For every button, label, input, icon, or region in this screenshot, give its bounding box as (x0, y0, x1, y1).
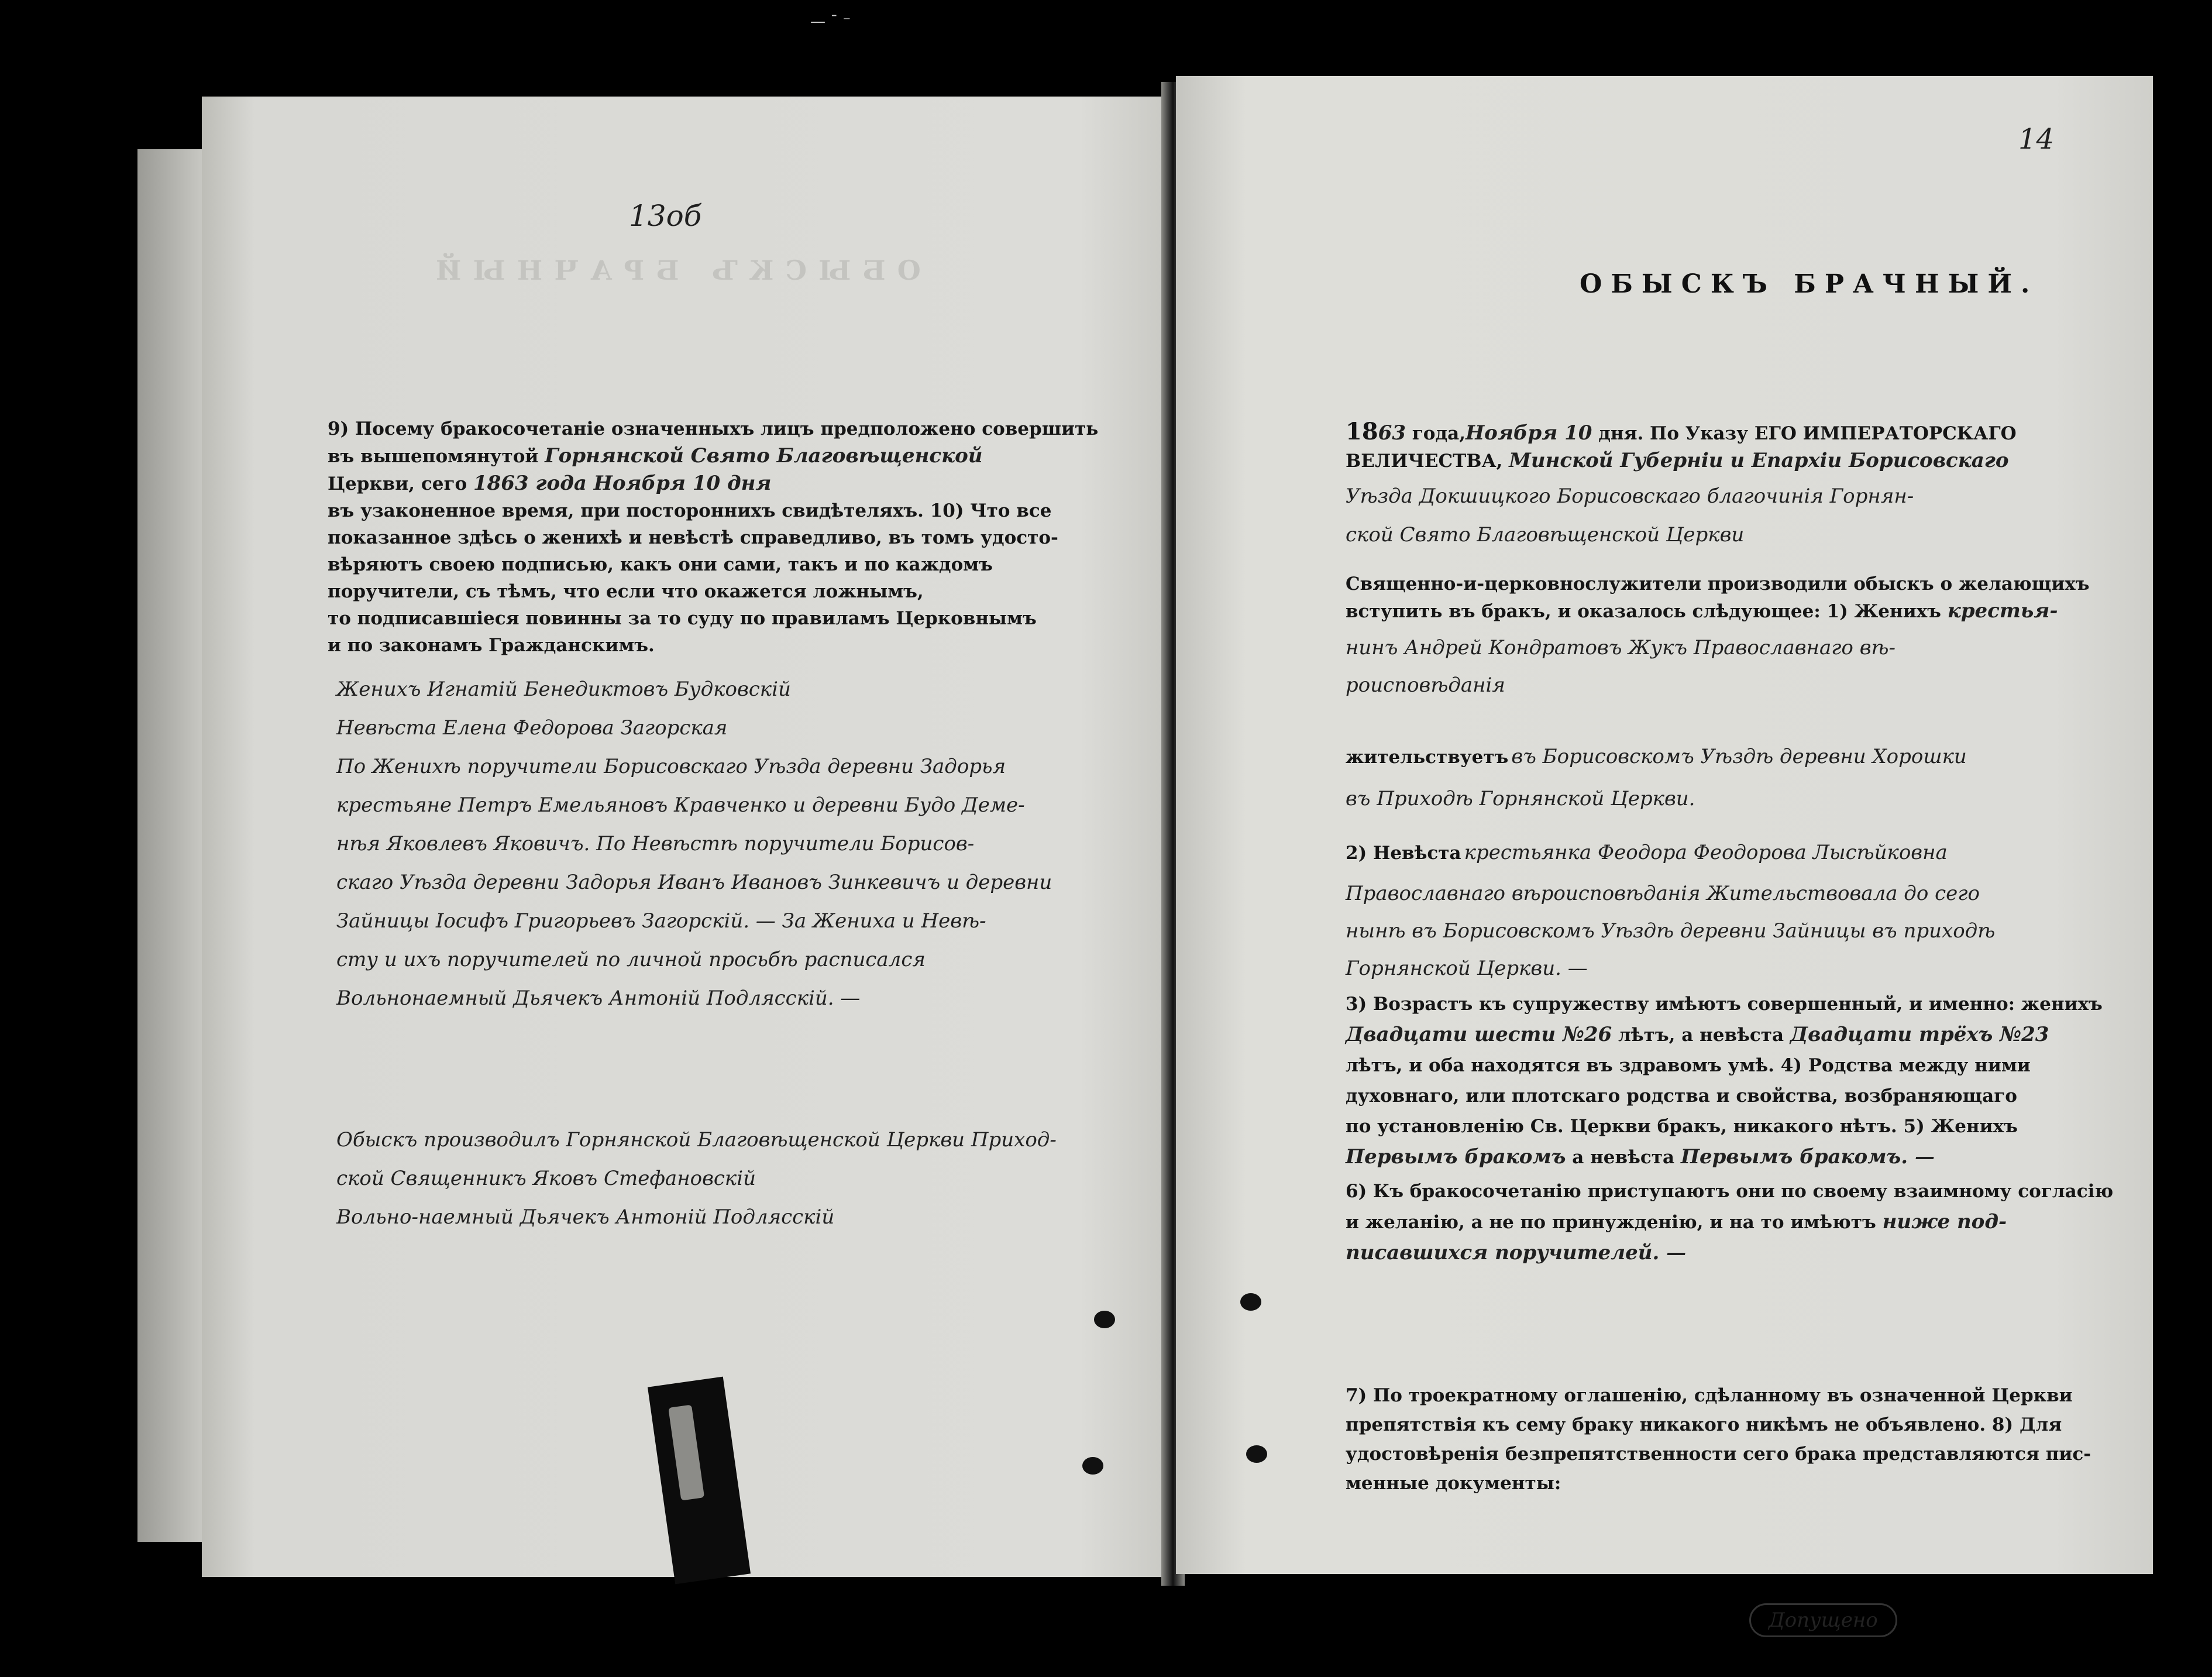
page-edge (137, 149, 202, 1542)
left-printed-line: поручители, съ тѣмъ, что если что окажется ложнымъ, (328, 581, 924, 602)
year-hand: 63 (1378, 421, 1406, 445)
age-block (1346, 989, 2103, 1173)
date-hand: Ноября 10 (1466, 421, 1592, 445)
consent-hand: писавшихся поручителей. — (1346, 1241, 1687, 1264)
banns-line: 7) По троекратному оглашенію, сдѣланному въ означенной Церкви (1346, 1385, 2073, 1406)
intro-hand: Уѣзда Докшицкого Борисовскаго благочинія Горнян- (1346, 484, 1914, 508)
hand-line: сту и ихъ поручителей по личной просьбѣ расписался (336, 948, 926, 971)
top-marks: — ¯ ⁻ (810, 13, 851, 30)
age-line: духовнаго, или плотскаго родства и свойства, возбраняющаго (1346, 1085, 2017, 1106)
bride-printed: 2) Невѣста (1346, 843, 1461, 864)
clergy-block (1346, 571, 2090, 625)
hand-line: крестьяне Петръ Емельяновъ Кравченко и деревни Будо Деме- (336, 793, 1025, 817)
hand-line: Невѣста Елена Федорова Загорская (336, 716, 728, 740)
intro-printed: дня. По Указу ЕГО ИМПЕРАТОРСКАГО (1598, 423, 2017, 444)
intro-block (1346, 418, 2017, 475)
left-page-mark: 13об (629, 199, 702, 233)
closing-line: ской Священникъ Яковъ Стефановскій (336, 1167, 756, 1190)
intro-hand-block (1346, 477, 1914, 554)
consent-line: и желанію, а не по принужденію, и на то имѣютъ (1346, 1212, 1876, 1233)
document-title: ОБЫСКЪ БРАЧНЫЙ. (1580, 269, 2039, 299)
left-hand-inline: 1863 года Ноября 10 дня (473, 472, 772, 495)
bride-marriage: Первымъ бракомъ. — (1680, 1145, 1935, 1169)
banns-line: менные документы: (1346, 1473, 1561, 1494)
groom-hand: нинъ Андрей Кондратовъ Жукъ Православнаго вѣ- (1346, 636, 1895, 659)
bride-hand: крестьянка Феодора Феодорова Лысѣйковна (1464, 841, 1948, 864)
consent-hand: ниже под- (1882, 1210, 2007, 1233)
groom-hand: роисповѣданія (1346, 673, 1505, 697)
clergy-line: вступить въ бракъ, и оказалось слѣдующее: 1) Женихъ (1346, 601, 1941, 622)
right-page-mark: 14 (2018, 123, 2055, 156)
groom-hand-block (1346, 629, 1895, 704)
bride-hand: Горнянской Церкви. — (1346, 957, 1588, 980)
bride-hand: нынѣ въ Борисовскомъ Уѣздѣ деревни Зайницы въ приходѣ (1346, 919, 1996, 943)
residence-hand: въ Борисовскомъ Уѣздѣ деревни Хорошки (1511, 745, 1967, 768)
residence-printed: жительствуетъ (1346, 747, 1509, 768)
left-handwritten-block (336, 670, 1052, 1018)
left-printed-line: то подписавшіеся повинны за то суду по правиламъ Церковнымъ (328, 608, 1037, 629)
bride-hand: Православнаго вѣроисповѣданія Жительствовала до сего (1346, 882, 1980, 905)
intro-printed: ВЕЛИЧЕСТВА, (1346, 451, 1503, 472)
age-line: 3) Возрастъ къ супружеству имѣютъ совершенный, и именно: женихъ (1346, 994, 2103, 1015)
bride-block (1346, 834, 1995, 987)
age-line: лѣтъ, и оба находятся въ здравомъ умѣ. 4) Родства между ними (1346, 1055, 2031, 1076)
left-closing-block (336, 1121, 1057, 1236)
closing-line: Обыскъ производилъ Горнянской Благовѣщенской Церкви Приход- (336, 1128, 1057, 1152)
residence-hand: въ Приходѣ Горнянской Церкви. (1346, 787, 1695, 810)
groom-hand: крестья- (1947, 599, 2058, 623)
hand-line: скаго Уѣзда деревни Задорья Иванъ Ивановъ Зинкевичъ и деревни (336, 871, 1052, 894)
groom-marriage: Первымъ бракомъ (1346, 1145, 1566, 1169)
intro-printed: года, (1412, 423, 1466, 444)
hand-line: Зайницы Іосифъ Григорьевъ Загорскій. — За Жениха и Невѣ- (336, 909, 986, 933)
ink-blot (1246, 1445, 1267, 1463)
ink-blot (1240, 1293, 1261, 1311)
ink-blot (1094, 1311, 1115, 1328)
left-printed-block (328, 415, 1098, 659)
signature-mark: Допущено (1749, 1603, 1897, 1637)
residence-block (1346, 737, 1967, 818)
left-printed-line: показанное здѣсь о женихѣ и невѣстѣ справедливо, въ томъ удосто- (328, 527, 1058, 548)
right-page (1176, 76, 2153, 1632)
left-printed-line: 9) Посему бракосочетаніе означенныхъ лицъ предположено совершить (328, 418, 1099, 439)
left-printed-line: Церкви, сего (328, 473, 467, 494)
banns-block (1346, 1381, 2091, 1498)
intro-hand: ской Свято Благовѣщенской Церкви (1346, 523, 1745, 547)
hand-line: По Женихѣ поручители Борисовскаго Уѣзда деревни Задорья (336, 755, 1006, 778)
banns-line: удостовѣренія безпрепятственности сего брака представляются пис- (1346, 1444, 2091, 1465)
banns-line: препятствія къ сему браку никакого никѣмъ не объявлено. 8) Для (1346, 1414, 2062, 1435)
left-printed-line: въ узаконенное время, при постороннихъ свидѣтеляхъ. 10) Что все (328, 500, 1052, 521)
left-printed-line: въ вышепомянутой (328, 446, 539, 467)
consent-line: 6) Къ бракосочетанію приступаютъ они по своему взаимному согласію (1346, 1181, 2114, 1202)
ghost-header: ОБЫСКЪ БРАЧНЫЙ (424, 255, 921, 286)
left-page (202, 97, 1167, 1577)
hand-line: нѣя Яковлевъ Яковичъ. По Невѣстѣ поручители Борисов- (336, 832, 975, 855)
hand-line: Женихъ Игнатій Бенедиктовъ Будковскій (336, 678, 791, 701)
age-line: а невѣста (1572, 1147, 1675, 1168)
age-line: лѣтъ, а невѣста (1618, 1025, 1784, 1046)
consent-block (1346, 1176, 2113, 1268)
bride-age: Двадцати трёхъ №23 (1790, 1023, 2049, 1046)
left-hand-inline: Горнянской Свято Благовѣщенской (545, 444, 983, 468)
closing-line: Вольно-наемный Дьячекъ Антоній Подлясскій (336, 1205, 835, 1229)
left-printed-line: вѣряютъ своею подписью, какъ они сами, такъ и по каждомъ (328, 554, 993, 575)
intro-hand: Минской Губерніи и Епархіи Борисовскаго (1509, 449, 2009, 472)
left-printed-line: и по законамъ Гражданскимъ. (328, 635, 655, 656)
hand-line: Вольнонаемный Дьячекъ Антоній Подлясскій. — (336, 987, 861, 1010)
year-prefix: 18 (1346, 418, 1378, 445)
age-line: по установленію Св. Церкви бракъ, никакого нѣтъ. 5) Женихъ (1346, 1116, 2018, 1137)
ink-blot (1082, 1457, 1103, 1475)
groom-age: Двадцати шести №26 (1346, 1023, 1612, 1046)
clergy-line: Священно-и-церковнослужители производили обыскъ о желающихъ (1346, 573, 2090, 594)
